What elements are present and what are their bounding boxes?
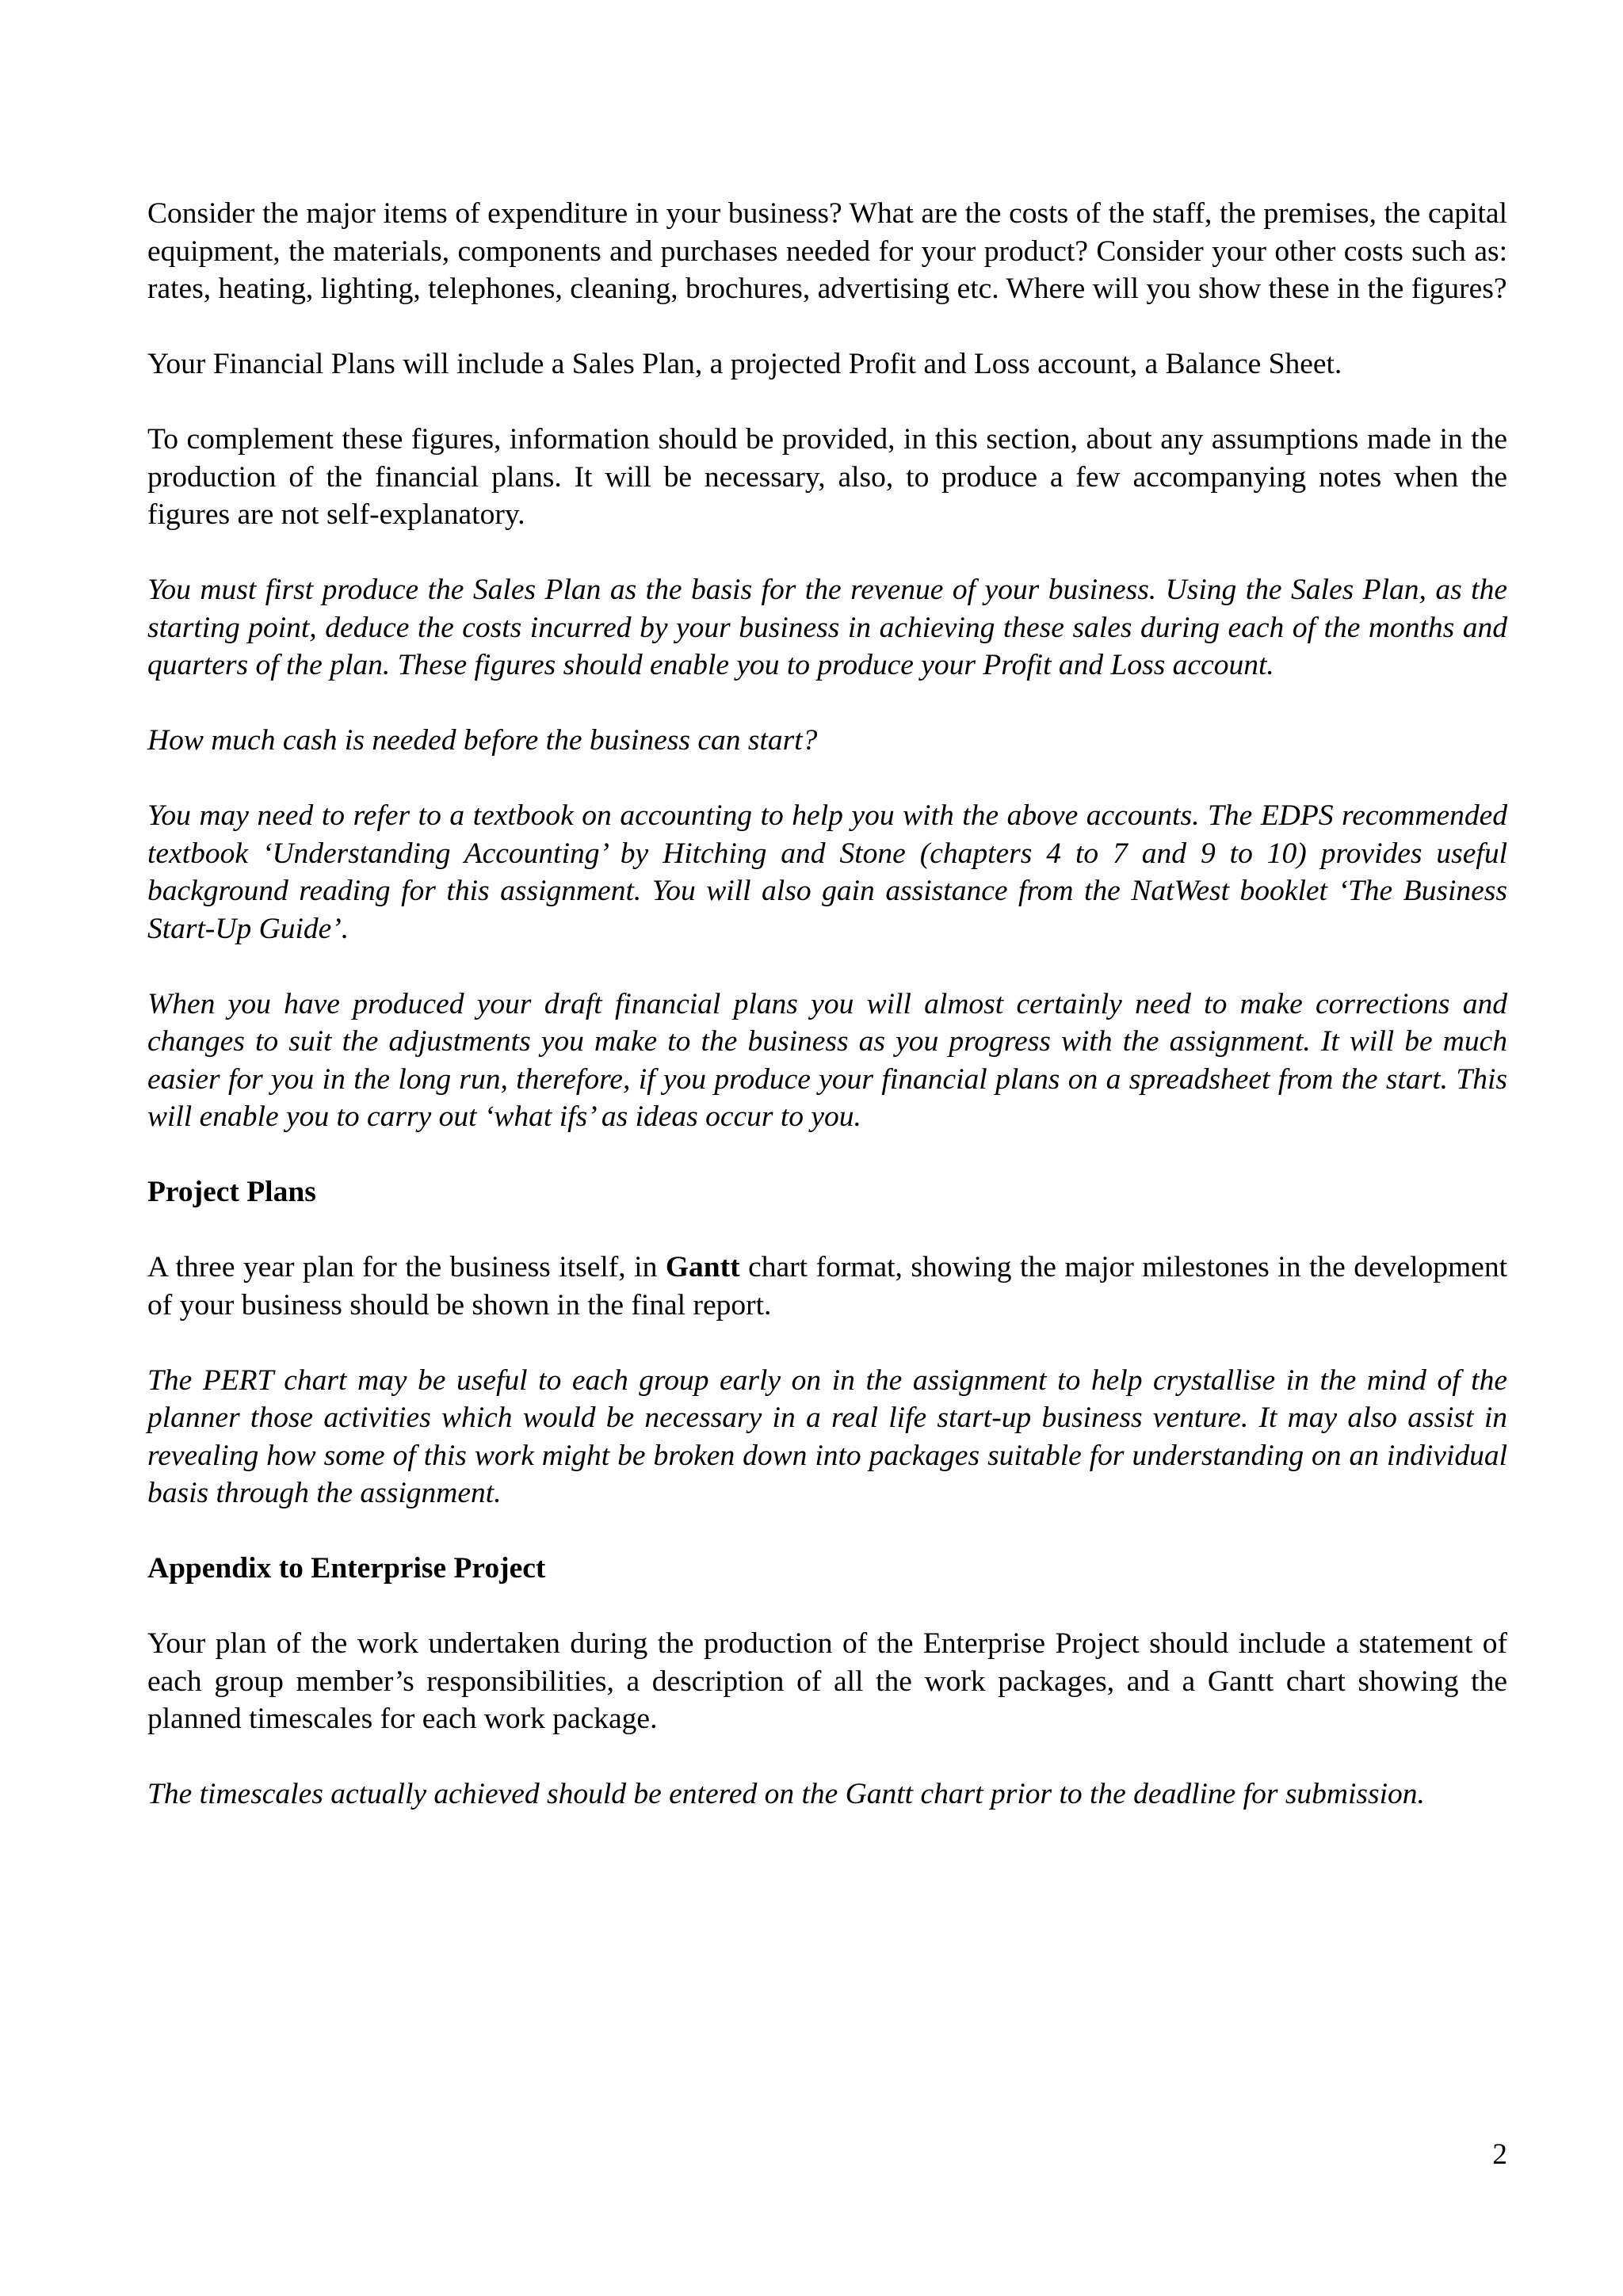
gantt-plan-text-2: chart format, showing the major milestones in the development of your business should be shown in the final report. [147,1251,1507,1322]
page-number: 2 [1492,2138,1507,2171]
paragraph-cash-needed: How much cash is needed before the business can start? [147,724,818,757]
gantt-bold-term: Gantt [665,1251,740,1283]
paragraph-gantt-plan [147,1249,1507,1324]
heading-project-plans: Project Plans [147,1176,316,1208]
paragraph-sales-plan: You must first produce the Sales Plan as the basis for the revenue of your business. Using the Sales Plan, as the starting point, deduce the costs incurred by your business in achieving these sales during each of the months and quarters of the plan. These figures should enable you to produce your Profit and Loss account. [147,574,1507,681]
paragraph-assumptions: To complement these figures, information should be provided, in this section, about any assumptions made in the production of the financial plans. It will be necessary, also, to produce a few accompanying notes when the figures are not self-explanatory. [147,423,1507,531]
paragraph-pert-chart: The PERT chart may be useful to each group early on in the assignment to help crystallise in the mind of the planner those activities which would be necessary in a real life start-up business venture. It may also assist in revealing how some of this work might be broken down into packages suitable for understanding on an individual basis through the assignment. [147,1363,1507,1509]
paragraph-spreadsheet: When you have produced your draft financial plans you will almost certainly need to make corrections and changes to suit the adjustments you make to the business as you progress with the assignment. It will be much easier for you in the long run, therefore, if you produce your financial plans on a spreadsheet from the start. This will enable you to carry out ‘what ifs’ as ideas occur to you. [147,987,1507,1133]
paragraph-financial-plans: Your Financial Plans will include a Sales Plan, a projected Profit and Loss account, a Balance Sheet. [147,348,1342,380]
heading-appendix: Appendix to Enterprise Project [147,1552,546,1585]
paragraph-timescales: The timescales actually achieved should be entered on the Gantt chart prior to the deadline for submission. [147,1778,1425,1810]
gantt-plan-text-1: A three year plan for the business itself, in [147,1251,666,1283]
page-body [147,195,1507,1851]
paragraph-textbook: You may need to refer to a textbook on accounting to help you with the above accounts. The EDPS recommended textbook ‘Understanding Accounting’ by Hitching and Stone (chapters 4 to 7 and 9 to 10) provides useful background reading for this assignment. You will also gain assistance from the NatWest booklet ‘The Business Start-Up Guide’. [147,799,1507,945]
paragraph-expenditure: Consider the major items of expenditure in your business? What are the costs of the staff, the premises, the capital equipment, the materials, components and purchases needed for your product? Consider your other costs such as: rates, heating, lighting, telephones, cleaning, brochures, advertising etc. Where will you show these in the figures? [147,197,1507,305]
paragraph-work-plan: Your plan of the work undertaken during the production of the Enterprise Project should include a statement of each group member’s responsibilities, a description of all the work packages, and a Gantt chart showing the planned timescales for each work package. [147,1627,1507,1735]
